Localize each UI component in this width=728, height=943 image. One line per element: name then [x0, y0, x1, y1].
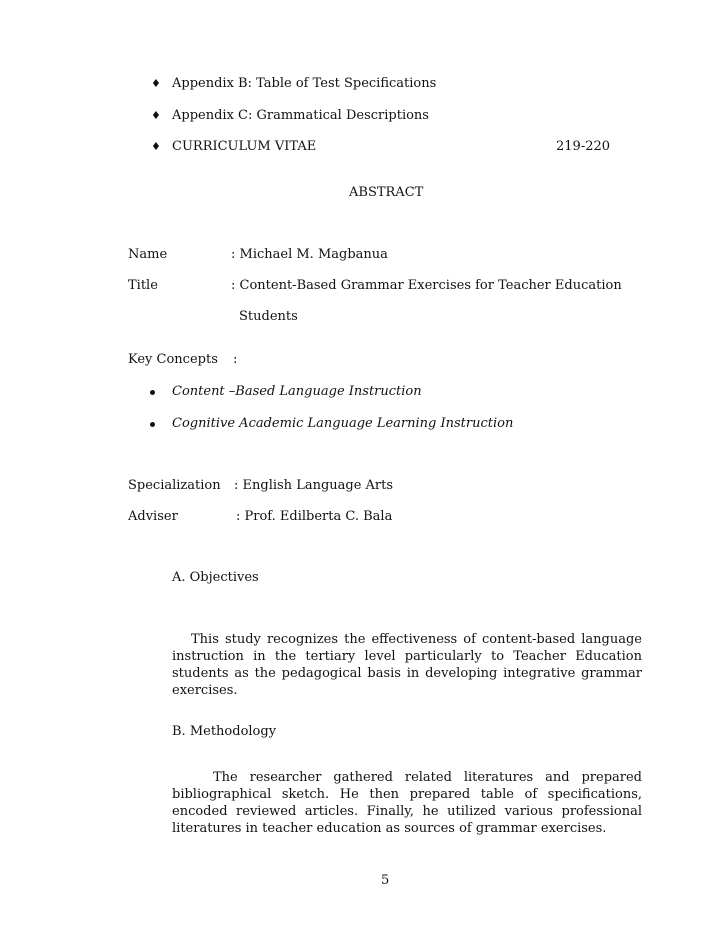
toc-page-number: 219-220: [556, 139, 611, 154]
name-value: : Michael M. Magbanua: [231, 247, 388, 262]
methodology-paragraph: [172, 769, 642, 837]
key-concepts-label: Key Concepts: [128, 352, 218, 367]
adviser-value: : Prof. Edilberta C. Bala: [236, 509, 393, 524]
specialization-label: Specialization: [128, 478, 221, 493]
title-value-line-2: Students: [239, 309, 298, 324]
title-label: Title: [128, 278, 158, 293]
title-value-line-1: : Content-Based Grammar Exercises for Teacher Education: [231, 278, 622, 293]
toc-item-curriculum-vitae: CURRICULUM VITAE: [172, 139, 317, 154]
toc-item-appendix-b: Appendix B: Table of Test Specifications: [172, 76, 437, 91]
key-concept-item: Content –Based Language Instruction: [172, 384, 422, 399]
bullet-dot-icon: [150, 390, 155, 395]
adviser-label: Adviser: [128, 509, 178, 524]
abstract-heading: ABSTRACT: [349, 185, 424, 200]
diamond-bullet-icon: ♦: [151, 77, 161, 90]
methodology-text: The researcher gathered related literatures and prepared bibliographical sketch. He then prepared table of specifications, encoded reviewed articles. Finally, he utilized various professional literatures in teacher education as sources of grammar exercises.: [172, 770, 642, 836]
toc-item-appendix-c: Appendix C: Grammatical Descriptions: [172, 108, 429, 123]
methodology-heading: B. Methodology: [172, 724, 277, 739]
name-label: Name: [128, 247, 168, 262]
key-concepts-colon: :: [233, 352, 238, 367]
bullet-dot-icon: [150, 422, 155, 427]
objectives-heading: A. Objectives: [172, 570, 259, 585]
diamond-bullet-icon: ♦: [151, 140, 161, 153]
key-concept-item: Cognitive Academic Language Learning Instruction: [172, 416, 514, 431]
diamond-bullet-icon: ♦: [151, 109, 161, 122]
page-number: 5: [381, 873, 390, 888]
objectives-paragraph: [172, 631, 642, 699]
objectives-text: This study recognizes the effectiveness of content-based language instruction in the tertiary level particularly to Teacher Education students as the pedagogical basis in developing integrative grammar exercises.: [172, 632, 642, 698]
specialization-value: : English Language Arts: [234, 478, 394, 493]
